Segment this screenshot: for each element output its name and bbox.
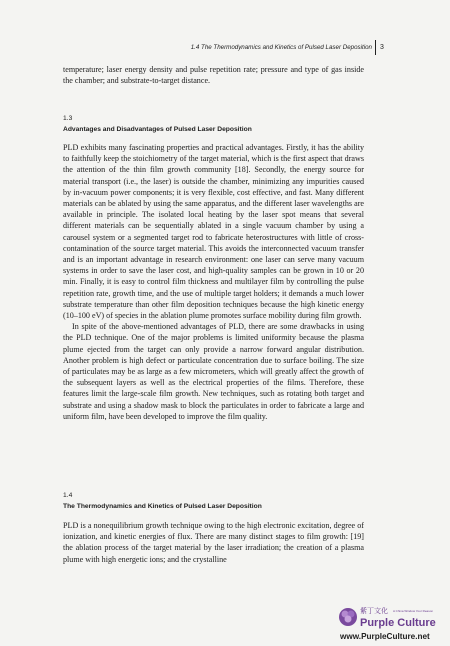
section-title: Advantages and Disadvantages of Pulsed Laser Deposition bbox=[63, 126, 252, 133]
continuation-paragraph bbox=[63, 64, 364, 86]
section-heading-1-4 bbox=[63, 490, 262, 512]
page-number: 3 bbox=[380, 44, 384, 51]
paragraph: In spite of the above-mentioned advantages of PLD, there are some drawbacks in using the PLD technique. One of the major problems is limited uniformity because the plasma plume ejected from the target can only provide a narrow forward angular distribution. Another problem is high defect or particulate concentration due to surface boiling. The size of particulates may be as large as a few micrometers, which will greatly affect the growth of the subsequent layers as well as the electrical properties of the films. Therefore, these features limit the large-scale film growth. New techniques, such as rotating both target and substrate and using a shadow mask to block the particulates in order to fabricate a large and uniform film, have been developed to improve the film quality. bbox=[63, 322, 364, 421]
watermark-brand: Purple Culture bbox=[360, 617, 436, 629]
paragraph: PLD is a nonequilibrium growth technique owing to the high electronic excitation, degree of ionization, and kinetic energies of flux. There are many distinct stages to film growth: [19] the ablation process of the target material by the laser irradiation; the creation of a plasma plume with high energetic ions; and the crystalline bbox=[63, 521, 364, 564]
section-body-1-4 bbox=[63, 520, 364, 565]
watermark-tagline: A China Window Your Reason bbox=[393, 609, 434, 613]
watermark-url: www.PurpleCulture.net bbox=[340, 632, 430, 641]
continuation-text: temperature; laser energy density and pulse repetition rate; pressure and type of gas inside the chamber; and substrate-to-target distance. bbox=[63, 65, 364, 86]
watermark-chinese: 紫丁文化 bbox=[360, 607, 388, 615]
section-number: 1.3 bbox=[63, 115, 73, 122]
paragraph: PLD exhibits many fascinating properties and practical advantages. Firstly, it has the ability to faithfully keep the stoichiometry of the target material, which is the first aspect that draws the attention of the thin film growth community [18]. Secondly, the energy source for material transport (i.e., the laser) is outside the chamber, minimizing any impurities caused by in-vacuum power components; it is very flexible, cost effective, and fast. Many different materials can be ablated by using the same apparatus, and the different laser wavelengths are available in principle. The isolated local heating by the laser spot means that several different materials can be sequentially ablated in a single vacuum chamber by using a carousel system or a segmented target rod to fabricate heterostructures with little of cross-contamination of the source target material. This avoids the interconnected vacuum transfer and is an important advantage in research environment: one laser can serve many vacuum systems in order to save the laser cost, and high-quality samples can be grown in 10 or 20 min. Finally, it is easy to control film thickness and multilayer film by controlling the pulse repetition rate, growth time, and the use of multiple target holders; it demands a much lower substrate temperature than other film deposition techniques because the high kinetic energy (10–100 eV) of species in the ablation plume promotes surface mobility during film growth. bbox=[63, 143, 364, 321]
header-divider bbox=[375, 40, 376, 55]
section-number: 1.4 bbox=[63, 492, 73, 499]
section-title: The Thermodynamics and Kinetics of Pulsed Laser Deposition bbox=[63, 503, 262, 510]
running-header: 1.4 The Thermodynamics and Kinetics of Pulsed Laser Deposition bbox=[190, 44, 372, 51]
purple-culture-watermark bbox=[337, 604, 437, 644]
section-heading-1-3 bbox=[63, 113, 252, 135]
section-body-1-3 bbox=[63, 142, 364, 422]
